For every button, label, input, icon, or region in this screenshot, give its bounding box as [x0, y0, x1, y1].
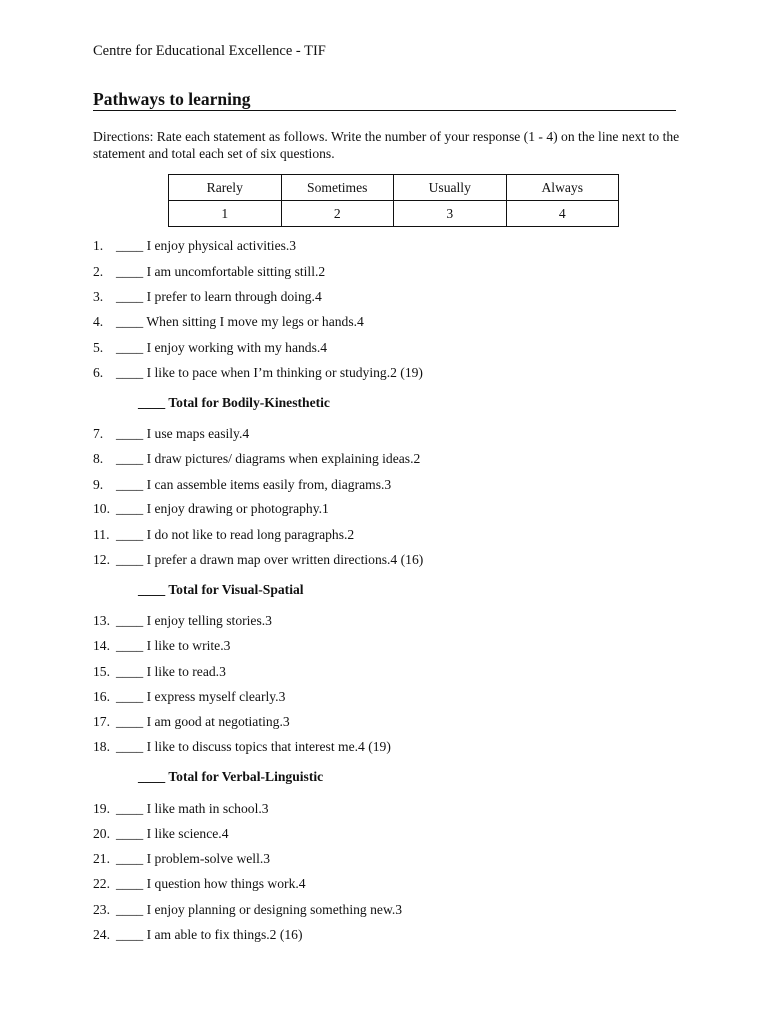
- item-number: 3.: [93, 289, 104, 304]
- answer-blank[interactable]: ____: [116, 876, 144, 891]
- answer-blank[interactable]: ____: [116, 340, 144, 355]
- answer-blank[interactable]: ____: [116, 638, 144, 653]
- item-text: I am able to fix things.2 (16): [146, 927, 303, 942]
- list-item: [93, 501, 329, 517]
- answer-blank[interactable]: ____: [116, 902, 144, 917]
- rating-scale-table: [168, 174, 619, 227]
- item-text: I like to discuss topics that interest me.4 (19): [146, 739, 391, 754]
- item-number: 8.: [93, 451, 104, 466]
- item-number: 7.: [93, 426, 104, 441]
- answer-blank[interactable]: ____: [116, 801, 144, 816]
- item-number: 2.: [93, 264, 104, 279]
- section-total: [138, 395, 330, 411]
- item-text: I use maps easily.4: [146, 426, 250, 441]
- total-label: Total for Verbal-Linguistic: [168, 769, 324, 784]
- answer-blank[interactable]: ____: [116, 552, 144, 567]
- answer-blank[interactable]: ____: [116, 365, 144, 380]
- answer-blank[interactable]: ____: [116, 613, 144, 628]
- item-text: I am good at negotiating.3: [146, 714, 290, 729]
- item-text: I prefer a drawn map over written directions.4 (16): [146, 552, 424, 567]
- item-number: 20.: [93, 826, 110, 841]
- item-text: I enjoy working with my hands.4: [146, 340, 328, 355]
- list-item: [93, 714, 290, 730]
- item-number: 1.: [93, 238, 104, 253]
- item-text: I enjoy drawing or photography.1: [146, 501, 329, 516]
- item-number: 6.: [93, 365, 104, 380]
- answer-blank[interactable]: ____: [116, 264, 144, 279]
- item-number: 15.: [93, 664, 110, 679]
- total-label: Total for Visual-Spatial: [168, 582, 304, 597]
- item-text: I like to pace when I’m thinking or studying.2 (19): [146, 365, 423, 380]
- list-item: [93, 314, 364, 330]
- answer-blank[interactable]: ____: [116, 826, 144, 841]
- item-number: 4.: [93, 314, 104, 329]
- list-item: [93, 902, 402, 918]
- item-number: 23.: [93, 902, 110, 917]
- answer-blank[interactable]: ____: [116, 451, 144, 466]
- item-number: 13.: [93, 613, 110, 628]
- list-item: [93, 264, 325, 280]
- document-header: Centre for Educational Excellence - TIF: [93, 43, 326, 59]
- page-title: Pathways to learning: [93, 89, 251, 109]
- item-text: I enjoy telling stories.3: [146, 613, 272, 628]
- title-rule: [93, 110, 676, 111]
- answer-blank[interactable]: ____: [116, 289, 144, 304]
- item-text: I like math in school.3: [146, 801, 269, 816]
- total-blank[interactable]: ____: [138, 582, 166, 597]
- answer-blank[interactable]: ____: [116, 477, 144, 492]
- list-item: [93, 851, 270, 867]
- item-number: 5.: [93, 340, 104, 355]
- item-number: 12.: [93, 552, 110, 567]
- list-item: [93, 426, 249, 442]
- answer-blank[interactable]: ____: [116, 927, 144, 942]
- item-text: I am uncomfortable sitting still.2: [146, 264, 326, 279]
- list-item: [93, 477, 391, 493]
- item-text: I like to read.3: [146, 664, 226, 679]
- item-text: I prefer to learn through doing.4: [146, 289, 322, 304]
- list-item: [93, 801, 269, 817]
- directions-text: Directions: Rate each statement as follows. Write the number of your response (1 - 4) on the line next to the statement and total each set of six questions.: [93, 129, 680, 161]
- total-label: Total for Bodily-Kinesthetic: [168, 395, 330, 410]
- item-number: 11.: [93, 527, 110, 542]
- list-item: [93, 876, 306, 892]
- item-text: I can assemble items easily from, diagrams.3: [146, 477, 392, 492]
- scale-value: 3: [394, 201, 507, 227]
- item-text: I problem-solve well.3: [146, 851, 271, 866]
- scale-value: 1: [169, 201, 282, 227]
- list-item: [93, 664, 226, 680]
- item-number: 17.: [93, 714, 110, 729]
- list-item: [93, 638, 230, 654]
- item-number: 14.: [93, 638, 110, 653]
- item-number: 9.: [93, 477, 104, 492]
- list-item: [93, 451, 420, 467]
- scale-value: 2: [281, 201, 394, 227]
- list-item: [93, 340, 327, 356]
- item-number: 19.: [93, 801, 110, 816]
- list-item: [93, 927, 303, 943]
- section-total: [138, 769, 323, 785]
- item-text: I enjoy physical activities.3: [146, 238, 297, 253]
- section-total: [138, 582, 304, 598]
- scale-label: Rarely: [169, 175, 282, 201]
- item-text: I express myself clearly.3: [146, 689, 286, 704]
- list-item: [93, 613, 272, 629]
- answer-blank[interactable]: ____: [116, 314, 144, 329]
- item-number: 24.: [93, 927, 110, 942]
- scale-label: Sometimes: [281, 175, 394, 201]
- item-number: 22.: [93, 876, 110, 891]
- scale-label: Usually: [394, 175, 507, 201]
- item-number: 10.: [93, 501, 110, 516]
- item-text: I do not like to read long paragraphs.2: [146, 527, 355, 542]
- answer-blank[interactable]: ____: [116, 527, 144, 542]
- list-item: [93, 826, 229, 842]
- list-item: [93, 527, 354, 543]
- scale-label: Always: [506, 175, 619, 201]
- scale-value: 4: [506, 201, 619, 227]
- item-number: 18.: [93, 739, 110, 754]
- list-item: [93, 739, 391, 755]
- scale-label-row: [169, 175, 619, 201]
- item-text: I like to write.3: [146, 638, 231, 653]
- item-text: When sitting I move my legs or hands.4: [146, 314, 364, 329]
- answer-blank[interactable]: ____: [116, 426, 144, 441]
- answer-blank[interactable]: ____: [116, 714, 144, 729]
- item-number: 21.: [93, 851, 110, 866]
- answer-blank[interactable]: ____: [116, 664, 144, 679]
- answer-blank[interactable]: ____: [116, 689, 144, 704]
- list-item: [93, 689, 285, 705]
- item-text: I like science.4: [146, 826, 229, 841]
- answer-blank[interactable]: ____: [116, 739, 144, 754]
- list-item: [93, 289, 322, 305]
- answer-blank[interactable]: ____: [116, 851, 144, 866]
- item-number: 16.: [93, 689, 110, 704]
- list-item: [93, 238, 296, 254]
- item-text: I question how things work.4: [146, 876, 306, 891]
- total-blank[interactable]: ____: [138, 395, 166, 410]
- list-item: [93, 552, 423, 568]
- item-text: I draw pictures/ diagrams when explaining ideas.2: [146, 451, 421, 466]
- total-blank[interactable]: ____: [138, 769, 166, 784]
- answer-blank[interactable]: ____: [116, 501, 144, 516]
- list-item: [93, 365, 423, 381]
- item-text: I enjoy planning or designing something new.3: [146, 902, 403, 917]
- answer-blank[interactable]: ____: [116, 238, 144, 253]
- scale-value-row: [169, 201, 619, 227]
